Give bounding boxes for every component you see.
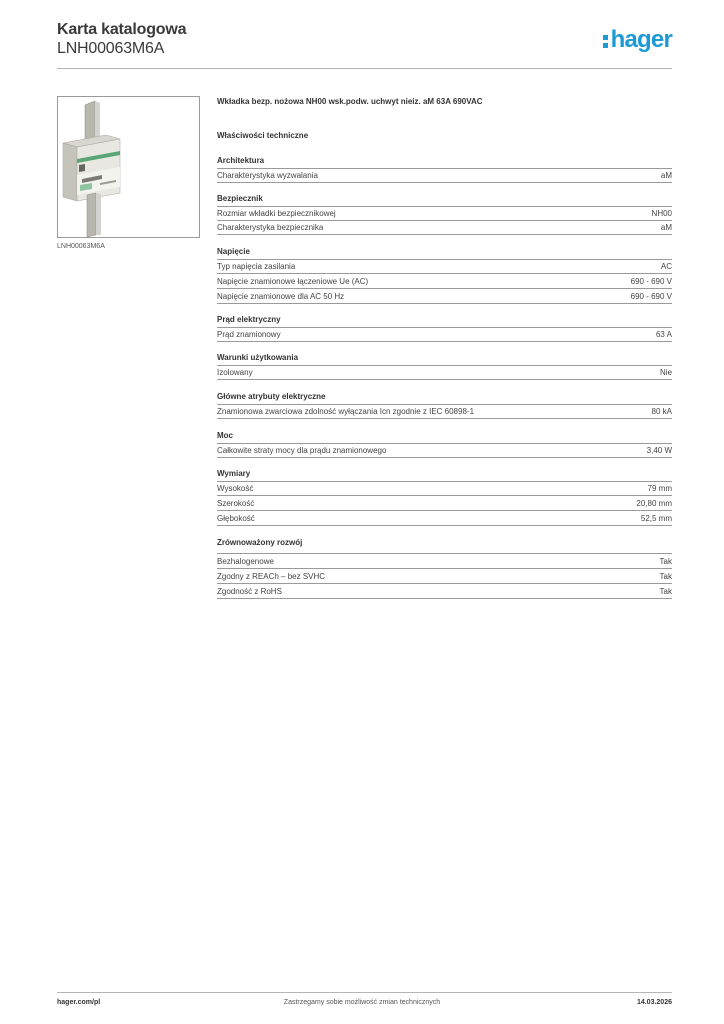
spec-label: Bezhalogenowe [217,557,274,566]
header-divider [57,68,672,69]
spec-row [217,366,672,380]
group-heading-text: Zrównoważony rozwój [217,538,303,547]
spec-label: Charakterystyka wyzwalania [217,171,318,180]
footer-website-link[interactable]: hager.com/pl [57,999,101,1006]
spec-value: 690 - 690 V [630,292,672,301]
group-heading-napiecie [217,246,672,260]
spec-label: Rozmiar wkładki bezpiecznikowej [217,209,336,218]
spec-label: Głębokość [217,514,255,523]
spec-value: AC [660,262,672,271]
spec-value: 80 kA [651,407,672,416]
spec-label: Napięcie znamionowe łączeniowe Ue (AC) [217,277,369,286]
spec-label: Prąd znamionowy [217,330,281,339]
spec-value: NH00 [651,209,672,218]
group-heading-wymiary [217,468,672,482]
spec-label: Zgodność z RoHS [217,587,282,596]
spec-row [217,555,672,569]
group-heading-text: Prąd elektryczny [217,315,281,324]
spec-row [217,169,672,183]
spec-value: aM [660,171,672,180]
spec-row [217,570,672,584]
product-description: Wkładka bezp. nożowa NH00 wsk.podw. uchwyt nieiz. aM 63A 690VAC [217,97,483,106]
group-heading-text: Wymiary [217,469,251,478]
group-heading-prad-elektryczny [217,314,672,328]
group-heading-text: Warunki użytkowania [217,353,299,362]
spec-label: Szerokość [217,499,255,508]
properties-title: Właściwości techniczne [217,131,309,140]
spec-value: 20,80 mm [636,499,672,508]
spec-label: Całkowite straty mocy dla prądu znamionowego [217,446,387,455]
spec-label: Izolowany [217,368,253,377]
spec-row [217,585,672,599]
group-heading-text: Architektura [217,156,265,165]
hager-logo [603,27,672,53]
group-heading-glowne-atrybuty [217,391,672,405]
spec-row [217,482,672,496]
logo-text: hager [610,26,672,53]
group-heading-moc [217,430,672,444]
spec-value: 63 A [655,330,672,339]
group-heading-bezpiecznik [217,193,672,207]
spec-row [217,444,672,458]
spec-label: Znamionowa zwarciowa zdolność wyłączania Icn zgodnie z IEC 60898-1 [217,407,475,416]
logo-colon-icon [603,30,609,50]
spec-row [217,328,672,342]
group-heading-text: Główne atrybuty elektryczne [217,392,326,401]
spec-value: 3,40 W [646,446,672,455]
spec-label: Wysokość [217,484,254,493]
spec-label: Napięcie znamionowe dla AC 50 Hz [217,292,345,301]
spec-label: Typ napięcia zasilania [217,262,296,271]
image-caption: LNH00063M6A [57,243,105,250]
spec-row [217,497,672,511]
product-code: LNH00063M6A [57,40,165,57]
fuse-illustration-icon [58,97,199,237]
group-heading-text: Napięcie [217,247,250,256]
group-heading-warunki-uzytkowania [217,352,672,366]
spec-row [217,260,672,274]
group-heading-zrownowazony-rozwoj [217,537,672,554]
footer-disclaimer: Zastrzegamy sobie możliwość zmian technicznych [283,999,441,1006]
spec-value: 690 - 690 V [630,277,672,286]
spec-row [217,207,672,221]
page-header [57,20,672,70]
spec-row [217,275,672,289]
spec-value: 79 mm [647,484,672,493]
spec-value: aM [660,223,672,232]
footer-divider [57,992,672,993]
spec-value: Tak [659,557,672,566]
spec-value: Nie [659,368,672,377]
spec-row [217,405,672,419]
spec-label: Charakterystyka bezpiecznika [217,223,324,232]
spec-row [217,290,672,304]
spec-row [217,512,672,526]
spec-row [217,221,672,235]
group-heading-text: Moc [217,431,233,440]
spec-value: Tak [659,572,672,581]
group-heading-text: Bezpiecznik [217,194,263,203]
product-image [57,96,200,238]
footer-date: 14.03.2026 [636,999,672,1006]
group-heading-architektura [217,155,672,169]
document-title: Karta katalogowa [57,21,187,38]
spec-value: Tak [659,587,672,596]
spec-label: Zgodny z REACh – bez SVHC [217,572,326,581]
spec-value: 52,5 mm [640,514,672,523]
